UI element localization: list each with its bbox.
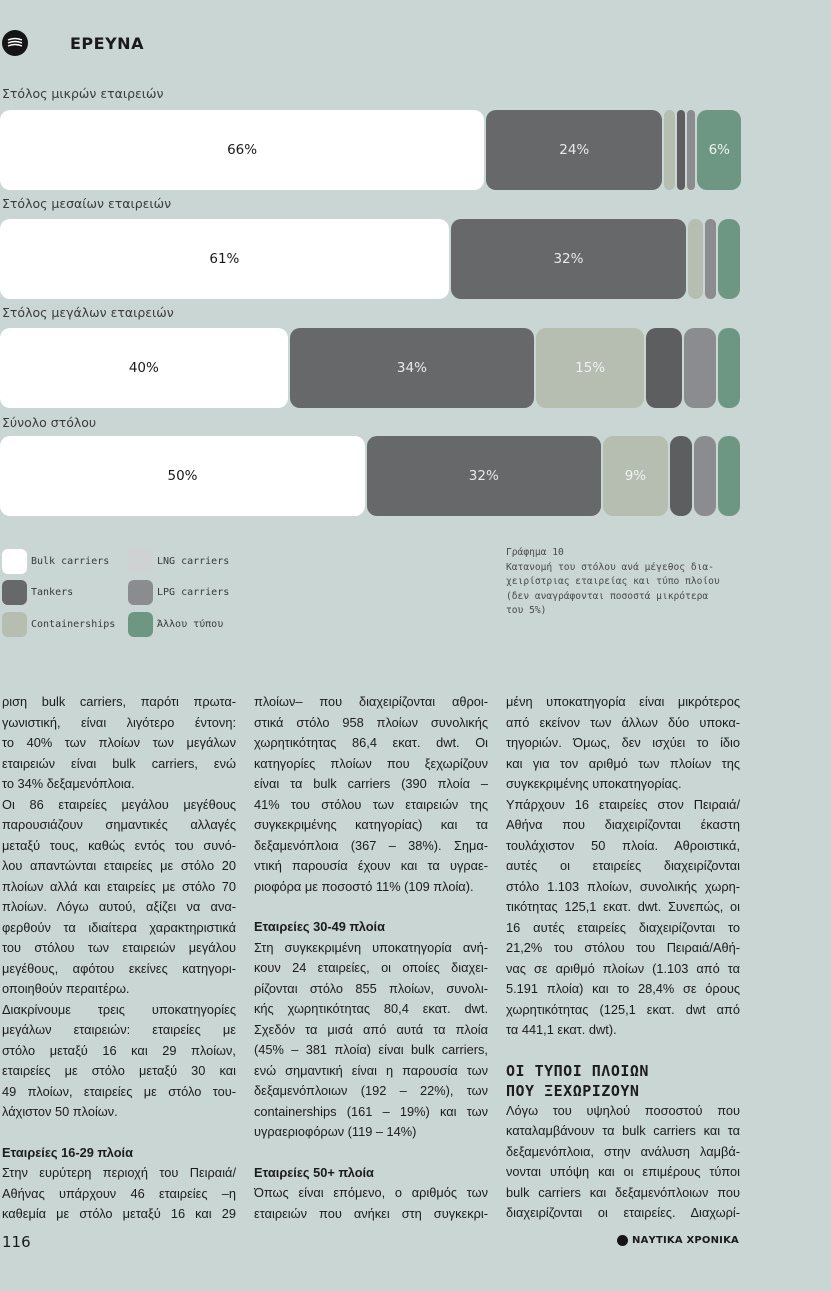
text-line: πλοίων. Λόγω αυτού, αξίζει να ανα- [2, 899, 236, 914]
text-line: ρίζονται στόλο 855 πλοίων, συνολι- [254, 980, 488, 996]
bar-segment-lng-carriers [670, 436, 692, 516]
text-line: κής χωρητικότητας 80,4 εκατ. dwt. [254, 1001, 488, 1016]
brand-name: ΝΑΥΤΙΚΑ ΧΡΟΝΙΚΑ [632, 1235, 739, 1246]
bar-segment-tankers [486, 110, 662, 190]
text-line: καταλαμβάνουν τα bulk carriers και τα [506, 1123, 740, 1138]
legend-item [2, 548, 109, 574]
legend-item [2, 579, 73, 605]
text-line: containerships (161 – 19%) και των [254, 1103, 488, 1119]
text-line: εταιρειών που ανήκει στη συγκεκρι- [254, 1205, 488, 1221]
chart-caption [506, 546, 746, 619]
bar-segment-bulk-carriers [0, 110, 484, 190]
bar-data-label: 34% [396, 360, 427, 376]
caption-line: (δεν αναγράφονται ποσοστά μικρότερα [506, 590, 709, 602]
bar-data-label: 6% [708, 142, 731, 158]
text-line: το 40% των πλοίων των μεγάλων [2, 735, 236, 750]
text-line: τικότητας 125,1 εκατ. dwt. Συνεπώς, οι [506, 899, 740, 914]
text-line: Λόγω του υψηλού ποσοστού που [506, 1102, 740, 1118]
legend-swatch [128, 580, 153, 605]
legend-swatch [2, 580, 27, 605]
bar-segment-άλλου-τύπου [718, 436, 740, 516]
bar-category-label: Στόλος μικρών εταιρειών [2, 86, 164, 101]
bar-segment-tankers [451, 219, 686, 299]
text-line: στόλο μεταξύ 16 και 29 πλοίων, [2, 1042, 236, 1058]
bar-segment-bulk-carriers [0, 436, 365, 516]
legend-label: Άλλου τύπου [157, 618, 224, 630]
bar-data-label: 32% [553, 251, 584, 267]
text-line: χωρητικότητας 86,4 εκατ. dwt. Οι [254, 735, 488, 750]
bar-segment-lpg-carriers [684, 328, 716, 408]
caption-line: του 5%) [506, 605, 547, 616]
text-line: λου απαντώνται εταιρείες με στόλο 20 [2, 858, 236, 873]
text-line: στικά στόλο 958 πλοίων συνολικής [254, 714, 488, 730]
bar-segment-άλλου-τύπου [718, 328, 740, 408]
text-line: παρουσιάζουν σημαντικές αλλαγές [2, 817, 236, 832]
text-line: Στην ευρύτερη περιοχή του Πειραιά/ [2, 1165, 236, 1180]
text-line: νας σε αριθμό πλοίων (1.103 από τα [506, 960, 740, 976]
text-line: τουλάχιστον 50 πλοία. Αθροιστικά, [506, 837, 740, 853]
text-line: νονται υπόψη και οι επιμέρους τύποι [506, 1164, 740, 1179]
article-column-3 [506, 692, 740, 1224]
text-line: αυτές οι εταιρείες διαχειρίζονται [506, 858, 740, 873]
text-line: μεγάλων εταιρειών: εταιρείες με [2, 1022, 236, 1037]
text-line: 21,2% του στόλου του Πειραιά/Αθή- [506, 940, 740, 955]
text-line: δεξαμενόπλοιων (192 – 22%), των [254, 1083, 488, 1098]
text-line: πλοίων– που διαχειρίζονται αθροι- [254, 694, 488, 709]
text-line: Διακρίνουμε τρεις υποκατηγορίες [2, 1001, 236, 1017]
text-line: Οι 86 εταιρείες μεγάλου μεγέθους [2, 796, 236, 812]
bar-segment-άλλου-τύπου [697, 110, 741, 190]
text-line: τα 441,1 εκατ. dwt). [506, 1022, 617, 1037]
text-line: Υπάρχουν 16 εταιρείες στον Πειραιά/ [506, 796, 740, 812]
page-number: 116 [2, 1233, 31, 1251]
text-line: του στόλου των εταιρειών μεγάλου [2, 940, 236, 955]
paragraph-gap [506, 1041, 740, 1061]
text-line: συγκεκριμένης κατηγορίας) και τα [254, 817, 488, 832]
bar-data-label: 40% [128, 360, 159, 376]
section-title: ΕΡΕΥΝΑ [70, 34, 144, 53]
legend-item [2, 611, 115, 637]
text-line: το 34% δεξαμενόπλοια. [2, 776, 135, 791]
legend-label: LPG carriers [157, 586, 230, 598]
bar-segment-tankers [367, 436, 601, 516]
subheading: Εταιρείες 30-49 πλοία [254, 919, 385, 934]
text-line: ριση bulk carriers, παρότι πρωτα- [2, 694, 236, 709]
bar-segment-lng-carriers [677, 110, 685, 190]
text-line: κουν 24 εταιρείες, οι οποίες διαχει- [254, 960, 488, 975]
legend-item [128, 579, 229, 605]
caption-line: Κατανομή του στόλου ανά μέγεθος δια- [506, 561, 714, 573]
text-line: (45% – 381 πλοία) είναι bulk carriers, [254, 1042, 488, 1057]
legend-item [128, 611, 223, 637]
legend-swatch [2, 549, 27, 574]
bar-row [0, 328, 740, 408]
bar-segment-lng-carriers [646, 328, 682, 408]
bar-data-label: 66% [227, 142, 258, 158]
bar-segment-containerships [664, 110, 675, 190]
bar-data-label: 15% [575, 360, 606, 376]
text-line: καθεμία με στόλο μεταξύ 16 και 29 [2, 1206, 236, 1221]
bar-category-label: Σύνολο στόλου [2, 415, 97, 430]
text-line: ντική παρουσία έχουν και τα υγραε- [254, 858, 488, 873]
bar-data-label: 32% [468, 468, 499, 484]
text-line: υγραεριοφόρων (119 – 14%) [254, 1124, 417, 1139]
text-line: 41% του στόλου των εταιρειών της [254, 796, 488, 812]
text-line: 49 πλοίων, εταιρείες με στόλο του- [2, 1083, 236, 1099]
legend-label: Containerships [31, 618, 116, 630]
caption-line: χειρίστριας εταιρείας και τύπο πλοίου [506, 576, 720, 587]
bar-segment-containerships [688, 219, 703, 299]
bar-row [0, 436, 740, 516]
paragraph-gap [254, 1143, 488, 1163]
bar-segment-lpg-carriers [705, 219, 716, 299]
text-line: ενώ σημαντική είναι η παρουσία των [254, 1062, 488, 1078]
legend-item [128, 548, 229, 574]
text-line: Σχεδόν τα μισά από αυτά τα πλοία [254, 1021, 488, 1037]
section-heading: ΟΙ ΤΥΠΟΙ ΠΛΟΙΩΝ [506, 1061, 649, 1080]
text-line: Όπως είναι επόμενο, ο αριθμός των [254, 1185, 488, 1200]
bar-data-label: 9% [624, 468, 647, 484]
caption-line: Γράφημα 10 [506, 547, 564, 558]
section-heading: ΠΟΥ ΞΕΧΩΡΙΖΟΥΝ [506, 1081, 640, 1100]
text-line: δεξαμενόπλοια, στην ανάλυση λαμβά- [506, 1143, 740, 1159]
bar-segment-containerships [603, 436, 669, 516]
bar-segment-lpg-carriers [694, 436, 716, 516]
text-line: Αθήνα που διαχειρίζονται έκαστη [506, 817, 740, 832]
subheading: Εταιρείες 50+ πλοία [254, 1164, 374, 1180]
text-line: από εκείνον των άλλων δύο υποκα- [506, 714, 740, 730]
text-line: εταιρειών είναι bulk carriers, ενώ [2, 755, 236, 771]
brand-logo-icon [617, 1235, 628, 1246]
text-line: Αθήνας υπάρχουν 46 εταιρείες –η [2, 1185, 236, 1201]
text-line: φερθούν τα ιδιαίτερα χαρακτηριστικά [2, 919, 236, 935]
paragraph-gap [2, 1123, 236, 1143]
legend-swatch [2, 612, 27, 637]
text-line: χωρητικότητας (125,1 εκατ. dwt από [506, 1001, 740, 1017]
bar-segment-bulk-carriers [0, 328, 288, 408]
bar-data-label: 24% [559, 142, 590, 158]
text-line: γωνιστική, είναι λιγότερο έντονη: [2, 714, 236, 730]
bar-segment-lpg-carriers [687, 110, 695, 190]
bar-segment-bulk-carriers [0, 219, 449, 299]
text-line: κατηγορίες πλοίων που ξεχωρίζουν [254, 755, 488, 771]
text-line: διαχειρίζονται οι εταιρείες. Διαχωρί- [506, 1205, 740, 1220]
text-line: bulk carriers και δεξαμενόπλοιων που [506, 1184, 740, 1200]
text-line: συγκεκριμένης υποκατηγορίας. [506, 776, 682, 791]
article-column-1 [2, 692, 236, 1225]
text-line: λάχιστον 50 πλοίων. [2, 1104, 118, 1119]
bar-category-label: Στόλος μεσαίων εταιρειών [2, 196, 172, 211]
bar-data-label: 50% [167, 468, 198, 484]
legend-label: Tankers [31, 586, 74, 598]
bar-segment-tankers [290, 328, 535, 408]
text-line: 5.191 πλοία) και το 28,4% σε όρους [506, 981, 740, 996]
text-line: πλοίων αλλά και εταιρείες με στόλο 70 [2, 878, 236, 894]
text-line: μεταξύ τους, καθώς εντός του συνό- [2, 837, 236, 853]
text-line: Στη συγκεκριμένη υποκατηγορία ανή- [254, 939, 488, 955]
bar-data-label: 61% [209, 251, 240, 267]
text-line: τηγοριών. Όμως, δεν ισχύει το ίδιο [506, 735, 740, 750]
text-line: και για τον αριθμό των πλοίων της [506, 755, 740, 771]
text-line: είναι τα bulk carriers (390 πλοία – [254, 776, 488, 791]
text-line: στόλο 1.103 πλοίων, συνολικής χωρη- [506, 878, 740, 894]
legend-label: Bulk carriers [31, 555, 110, 567]
bar-segment-άλλου-τύπου [718, 219, 740, 299]
subheading: Εταιρείες 16-29 πλοία [2, 1144, 133, 1160]
article-column-2 [254, 692, 488, 1224]
text-line: ριοφόρα με ποσοστό 11% (109 πλοία). [254, 878, 474, 894]
text-line: δεξαμενόπλοια (367 – 38%). Σημα- [254, 837, 488, 853]
text-line: 16 αυτές εταιρείες διαχειρίζονται το [506, 919, 740, 935]
text-line: μένη υποκατηγορία είναι μικρότερος [506, 694, 740, 709]
publication-logo-icon [2, 30, 28, 56]
text-line: μεγέθους, αφότου εκείνες κατηγορι- [2, 960, 236, 976]
bar-category-label: Στόλος μεγάλων εταιρειών [2, 305, 174, 320]
text-line: εταιρείες με στόλο μεταξύ 30 και [2, 1063, 236, 1078]
bar-row [0, 219, 740, 299]
legend-label: LNG carriers [157, 555, 230, 567]
bar-segment-containerships [536, 328, 644, 408]
footer-brand [617, 1235, 739, 1246]
paragraph-gap [254, 897, 488, 917]
legend-swatch [128, 612, 153, 637]
bar-row [0, 110, 740, 190]
text-line: οποιηθούν περαιτέρω. [2, 981, 130, 996]
legend-swatch [128, 549, 153, 574]
